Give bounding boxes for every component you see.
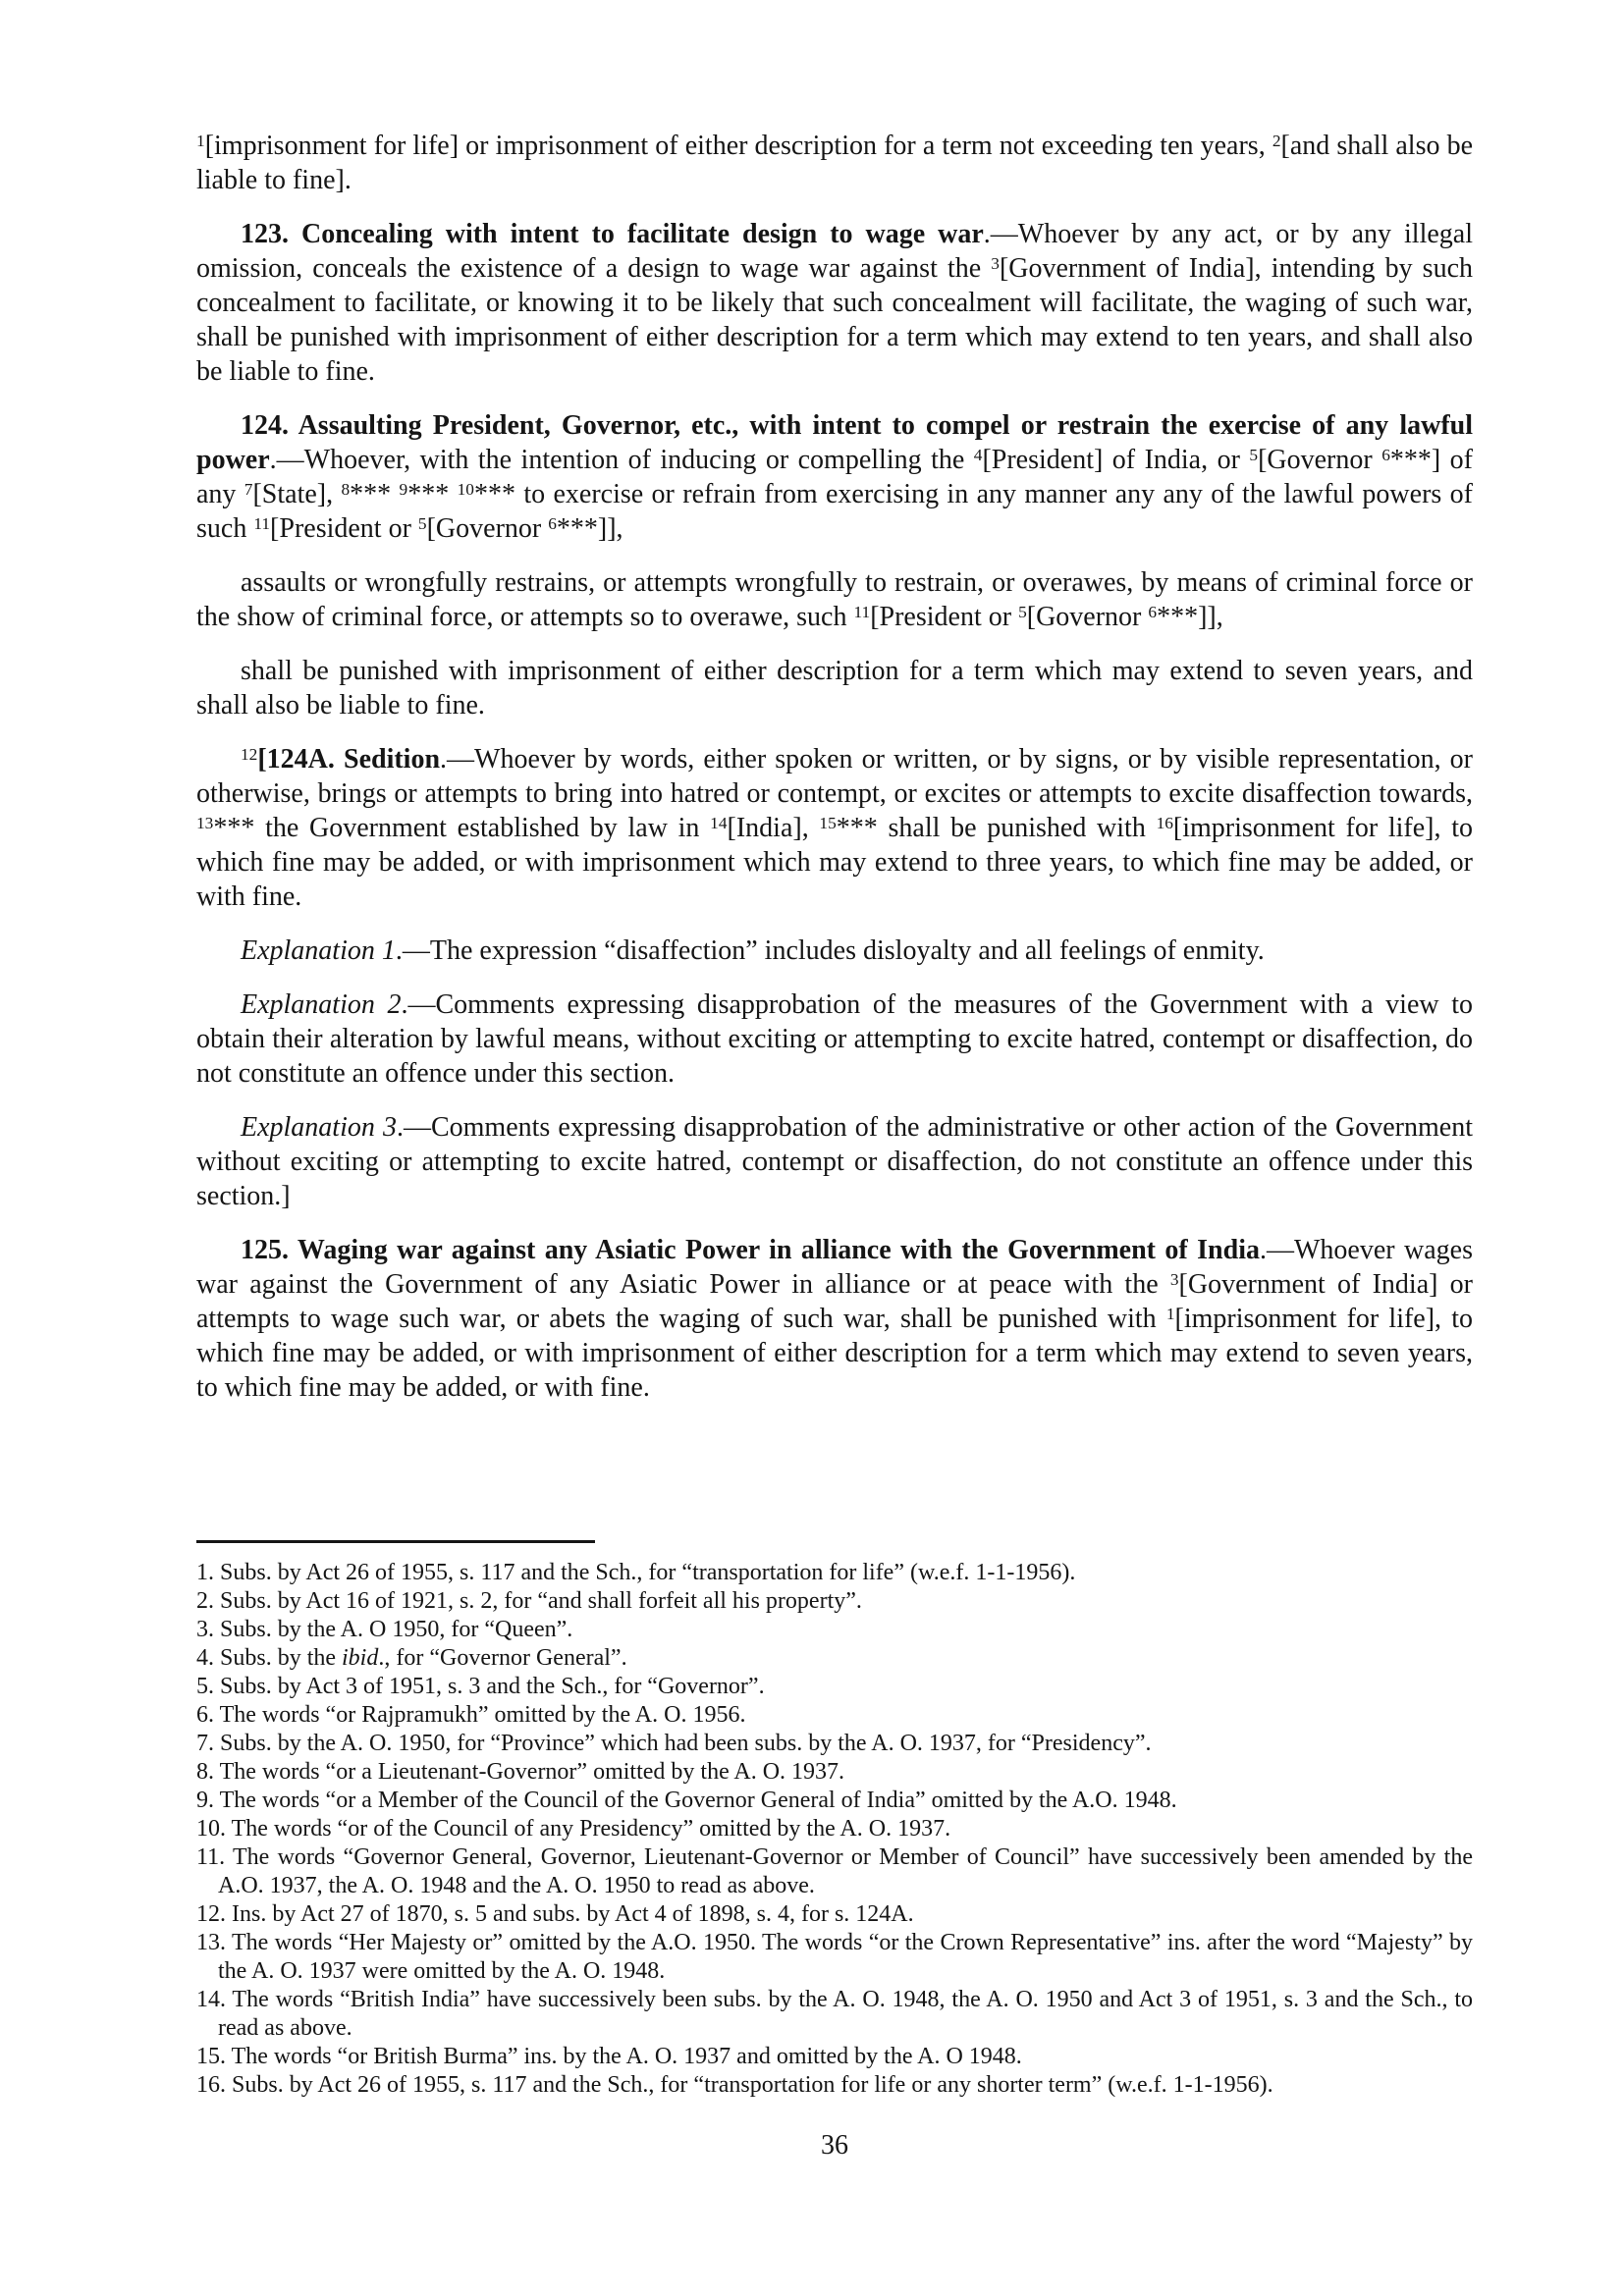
text-run: 7. Subs. by the A. O. 1950, for “Province” which had been subs. by the A. O. 1937, for “Presidency”. <box>196 1731 1152 1756</box>
footnotes-list <box>196 1559 1473 2100</box>
footnote-13 <box>196 1929 1473 1986</box>
footnote-reference-superscript: 1 <box>196 132 205 151</box>
footnote-reference-superscript: 12 <box>241 745 258 765</box>
footnote-reference-superscript: 15 <box>819 814 837 833</box>
text-run: *** the Government established by law in <box>213 813 711 843</box>
footnote-5 <box>196 1673 1473 1701</box>
text-run: 16. Subs. by Act 26 of 1955, s. 117 and the Sch., for “transportation for life or any shorter term” (w.e.f. 1-1-1956). <box>196 2072 1273 2098</box>
text-run: ***] of any <box>196 445 1473 509</box>
text-run: shall be punished with imprisonment of either description for a term which may extend to seven years, and shall also be liable to fine. <box>196 656 1473 721</box>
bold-heading-text: 125. Waging war against any Asiatic Power in alliance with the Government of India <box>241 1235 1260 1265</box>
italic-text: Explanation 3 <box>241 1112 397 1143</box>
italic-text: ibid <box>342 1645 379 1671</box>
text-run: .—Comments expressing disapprobation of the measures of the Government with a view to obtain their alteration by lawful means, without exciting or attempting to excite hatred, contempt or disaffection, do not constitute an offence under this section. <box>196 989 1474 1089</box>
text-run: [Governor <box>426 513 549 544</box>
italic-text: Explanation 2 <box>241 989 402 1020</box>
footnote-15 <box>196 2043 1473 2071</box>
explanation-3 <box>196 1110 1473 1213</box>
footnote-reference-superscript: 6 <box>1381 446 1390 465</box>
section-124A-sedition <box>196 742 1473 914</box>
text-run: *** <box>350 479 400 509</box>
text-run: ***]], <box>1157 602 1223 632</box>
text-run: 10. The words “or of the Council of any Presidency” omitted by the A. O. 1937. <box>196 1816 951 1842</box>
footnote-reference-superscript: 3 <box>1169 1270 1179 1290</box>
footnote-reference-superscript: 6 <box>1148 603 1158 622</box>
text-run: .—Whoever wages war against the Government of any Asiatic Power in alliance or at peace with the <box>196 1235 1473 1300</box>
text-run: [India], <box>727 813 820 843</box>
text-run: 9. The words “or a Member of the Council of the Governor General of India” omitted by the A.O. 1948. <box>196 1788 1177 1813</box>
text-run: [Governor <box>1026 602 1149 632</box>
text-run: [State], <box>252 479 342 509</box>
footnote-9 <box>196 1787 1473 1815</box>
footnote-7 <box>196 1730 1473 1758</box>
footnote-reference-superscript: 6 <box>548 514 557 534</box>
text-run: .—Whoever by any act, or by any illegal omission, conceals the existence of a design to wage war against the <box>196 219 1473 284</box>
footnote-12 <box>196 1900 1473 1929</box>
footnote-1 <box>196 1559 1473 1587</box>
continuation-paragraph <box>196 129 1473 197</box>
text-run: [President or <box>270 513 418 544</box>
footnote-separator-rule <box>196 1540 595 1543</box>
footnote-8 <box>196 1758 1473 1787</box>
text-run: 14. The words “British India” have successively been subs. by the A. O. 1948, the A. O. 1950 and Act 3 of 1951, s. 3 and the Sch., to read as above. <box>196 1987 1473 2041</box>
section-124-intro <box>196 408 1473 546</box>
text-run: 5. Subs. by Act 3 of 1951, s. 3 and the Sch., for “Governor”. <box>196 1674 765 1699</box>
footnote-3 <box>196 1616 1473 1644</box>
footnote-16 <box>196 2071 1473 2100</box>
text-run: [imprisonment for life], to which fine may be added, or with imprisonment of either description for a term which may extend to seven years, to which fine may be added, or with fine. <box>196 1304 1473 1403</box>
bold-heading-text: 123. Concealing with intent to facilitate design to wage war <box>241 219 984 249</box>
footnote-11 <box>196 1843 1473 1900</box>
text-run: *** <box>407 479 458 509</box>
footnote-reference-superscript: 8 <box>341 480 351 500</box>
text-run: ., for “Governor General”. <box>378 1645 627 1671</box>
italic-text: Explanation 1 <box>241 935 396 966</box>
text-run: 12. Ins. by Act 27 of 1870, s. 5 and subs. by Act 4 of 1898, s. 4, for s. 124A. <box>196 1901 914 1927</box>
text-run: 2. Subs. by Act 16 of 1921, s. 2, for “and shall forfeit all his property”. <box>196 1588 862 1614</box>
text-run: ***]], <box>556 513 623 544</box>
text-run: 8. The words “or a Lieutenant-Governor” omitted by the A. O. 1937. <box>196 1759 845 1785</box>
text-run: [Governor <box>1258 445 1382 475</box>
footnote-reference-superscript: 5 <box>1249 446 1259 465</box>
bold-heading-text: [124A. Sedition <box>257 744 441 774</box>
explanation-1 <box>196 934 1473 968</box>
text-run: .—Whoever, with the intention of inducing or compelling the <box>269 445 974 475</box>
text-run: 15. The words “or British Burma” ins. by the A. O. 1937 and omitted by the A. O 1948. <box>196 2044 1022 2069</box>
footnote-reference-superscript: 9 <box>399 480 408 500</box>
section-124-punishment-clause <box>196 654 1473 722</box>
page-number: 36 <box>821 2130 848 2161</box>
text-run: 3. Subs. by the A. O 1950, for “Queen”. <box>196 1617 573 1642</box>
text-run: .—Whoever by words, either spoken or written, or by signs, or by visible representation, or otherwise, brings or attempts to bring into hatred or contempt, or excites or attempts to excite disaffection towards, <box>196 744 1474 809</box>
text-run: [Government of India], intending by such concealment to facilitate, or knowing it to be likely that such concealment will facilitate, the waging of such war, shall be punished with imprisonment of either description for a term which may extend to ten years, and shall also be liable to fine. <box>196 253 1473 387</box>
text-run: [imprisonment for life], to which fine may be added, or with imprisonment which may extend to three years, to which fine may be added, or with fine. <box>196 813 1473 912</box>
footnote-4 <box>196 1644 1473 1673</box>
footnote-2 <box>196 1587 1473 1616</box>
footnotes-section <box>196 1540 1473 2100</box>
text-run: [Government of India] or attempts to wage such war, or abets the waging of such war, shall be punished with <box>196 1269 1473 1334</box>
text-run: 13. The words “Her Majesty or” omitted by the A.O. 1950. The words “or the Crown Representative” ins. after the word “Majesty” by the A. O. 1937 were omitted by the A. O. 1948. <box>196 1930 1473 1984</box>
footnote-reference-superscript: 4 <box>973 446 983 465</box>
footnote-14 <box>196 1986 1473 2043</box>
footnote-reference-superscript: 13 <box>196 814 214 833</box>
text-run: [President] of India, or <box>982 445 1250 475</box>
footnote-reference-superscript: 5 <box>1018 603 1027 622</box>
section-123 <box>196 217 1473 389</box>
footnote-6 <box>196 1701 1473 1730</box>
text-run: *** to exercise or refrain from exercising in any manner any any of the lawful powers of such <box>196 479 1473 544</box>
footnote-reference-superscript: 10 <box>457 480 474 500</box>
text-run: .—The expression “disaffection” includes disloyalty and all feelings of enmity. <box>395 935 1265 966</box>
footnote-reference-superscript: 11 <box>253 514 271 534</box>
bold-heading-text: 124. Assaulting President, Governor, etc., with intent to compel or restrain the exercise of any lawful power <box>196 410 1473 475</box>
footnote-reference-superscript: 16 <box>1156 814 1173 833</box>
text-run: *** shall be punished with <box>836 813 1157 843</box>
text-run: 6. The words “or Rajpramukh” omitted by the A. O. 1956. <box>196 1702 746 1728</box>
text-run: 4. Subs. by the <box>196 1645 343 1671</box>
footnote-reference-superscript: 2 <box>1272 132 1281 151</box>
footnote-reference-superscript: 7 <box>244 480 253 500</box>
text-run: assaults or wrongfully restrains, or attempts wrongfully to restrain, or overawes, by means of criminal force or the show of criminal force, or attempts so to overawe, such <box>196 567 1473 632</box>
statute-text-block <box>196 129 1473 1405</box>
text-run: 1. Subs. by Act 26 of 1955, s. 117 and the Sch., for “transportation for life” (w.e.f. 1-1-1956). <box>196 1560 1076 1585</box>
footnote-reference-superscript: 1 <box>1165 1305 1175 1324</box>
footnote-reference-superscript: 5 <box>417 514 427 534</box>
text-run: [imprisonment for life] or imprisonment of either description for a term not exceeding ten years, <box>204 131 1272 161</box>
section-125 <box>196 1233 1473 1405</box>
footnote-reference-superscript: 14 <box>710 814 728 833</box>
text-run: .—Comments expressing disapprobation of the administrative or other action of the Government without exciting or attempting to excite hatred, contempt or disaffection, do not constitute an offence under this section.] <box>196 1112 1473 1211</box>
footnote-reference-superscript: 3 <box>991 254 1000 274</box>
footnote-10 <box>196 1815 1473 1843</box>
footnote-reference-superscript: 11 <box>853 603 871 622</box>
explanation-2 <box>196 988 1473 1091</box>
text-run: 11. The words “Governor General, Governor, Lieutenant-Governor or Member of Council” have successively been amended by the A.O. 1937, the A. O. 1948 and the A. O. 1950 to read as above. <box>196 1844 1473 1898</box>
section-124-assault-clause <box>196 565 1473 634</box>
text-run: [and shall also be liable to fine]. <box>196 131 1474 195</box>
text-run: [President or <box>870 602 1019 632</box>
